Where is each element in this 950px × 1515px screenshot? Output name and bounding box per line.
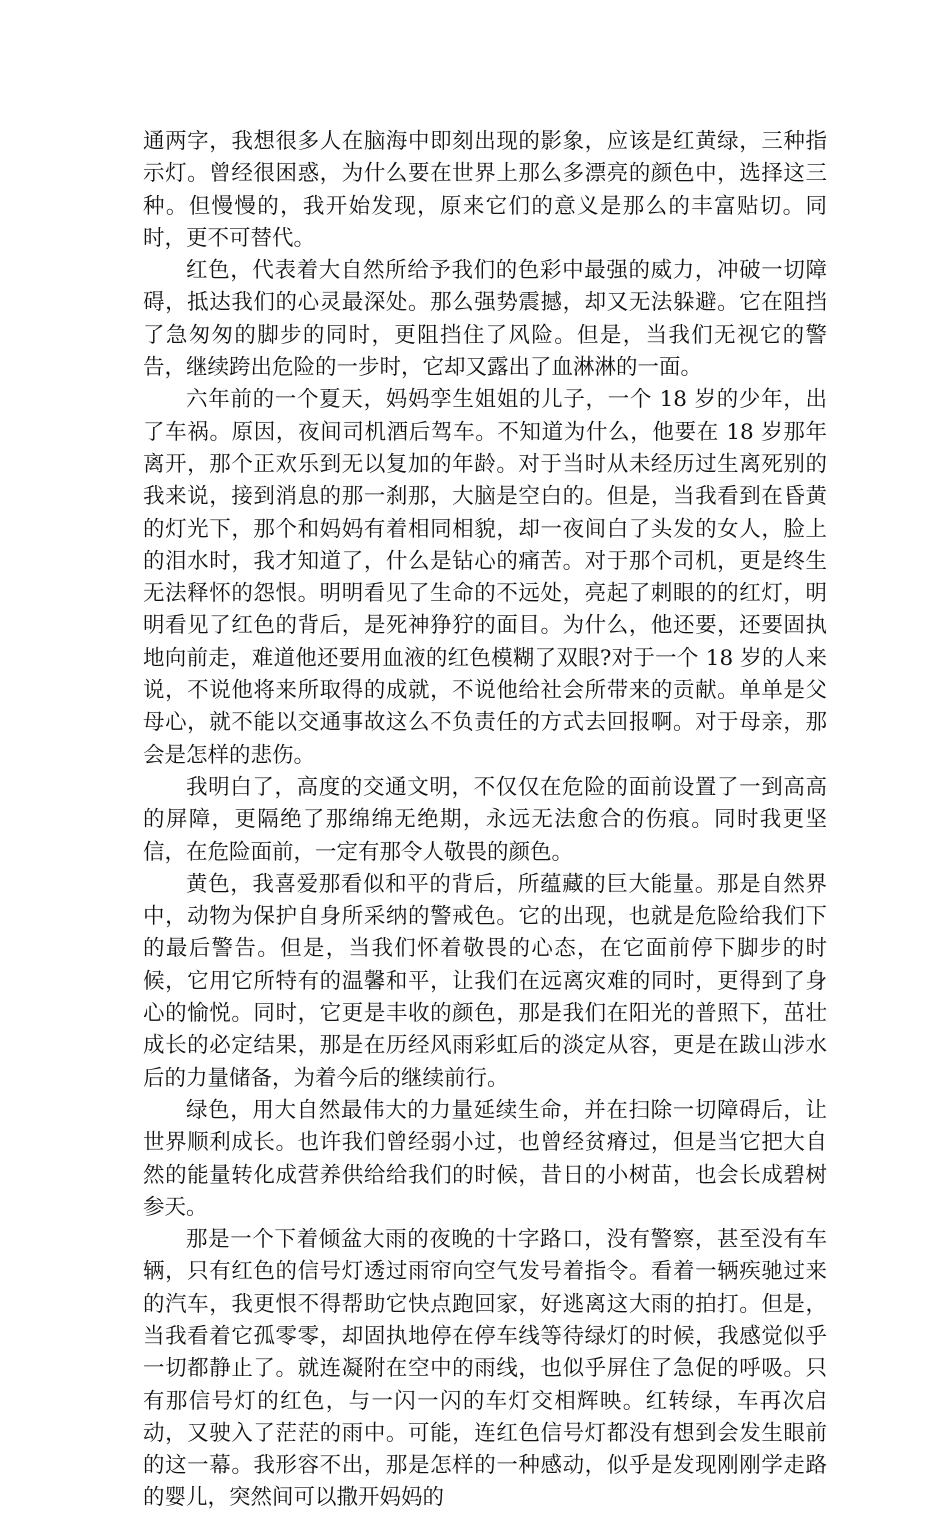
paragraph-yellow: 黄色，我喜爱那看似和平的背后，所蕴藏的巨大能量。那是自然界中，动物为保护自身所采纳的警戒色。它的出现，也就是危险给我们下的最后警告。但是，当我们怀着敬畏的心态，在它面前停下脚步的时候，它用它所特有的温馨和平，让我们在远离灾难的同时，更得到了身心的愉悦。同时，它更是丰收的颜色，那是我们在阳光的普照下，茁壮成长的必定结果，那是在历经风雨彩虹后的淡定从容，更是在跋山涉水后的力量储备，为着今后的继续前行。 — [143, 871, 827, 1091]
paragraph-traffic-lights-intro: 通两字，我想很多人在脑海中即刻出现的影象，应该是红黄绿，三种指示灯。曾经很困惑，为什么要在世界上那么多漂亮的颜色中，选择这三种。但慢慢的，我开始发现，原来它们的意义是那么的丰富贴切。同时，更不可替代。 — [143, 129, 827, 251]
paragraph-realization: 我明白了，高度的交通文明，不仅仅在危险的面前设置了一到高高的屏障，更隔绝了那绵绵无绝期，永远无法愈合的伤痕。同时我更坚信，在危险面前，一定有那令人敬畏的颜色。 — [143, 774, 827, 865]
paragraph-green: 绿色，用大自然最伟大的力量延续生命，并在扫除一切障碍后，让世界顺利成长。也许我们曾经弱小过，也曾经贫瘠过，但是当它把大自然的能量转化成营养供给给我们的时候，昔日的小树苗，也会长成碧树参天。 — [143, 1097, 827, 1220]
document-body — [143, 126, 827, 1515]
paragraph-red: 红色，代表着大自然所给予我们的色彩中最强的威力，冲破一切障碍，抵达我们的心灵最深处。那么强势震撼，却又无法躲避。它在阻挡了急匆匆的脚步的同时，更阻挡住了风险。但是，当我们无视它的警告，继续跨出危险的一步时，它却又露出了血淋淋的一面。 — [143, 258, 827, 381]
paragraph-rainy-night: 那是一个下着倾盆大雨的夜晚的十字路口，没有警察，甚至没有车辆，只有红色的信号灯透过雨帘向空气发号着指令。看着一辆疾驰过来的汽车，我更恨不得帮助它快点跑回家，好逃离这大雨的拍打。但是，当我看着它孤零零，却固执地停在停车线等待绿灯的时候，我感觉似乎一切都静止了。就连凝附在空中的雨线，也似乎屏住了急促的呼吸。只有那信号灯的红色，与一闪一闪的车灯交相辉映。红转绿，车再次启动，又驶入了茫茫的雨中。可能，连红色信号灯都没有想到会发生眼前的这一幕。我形容不出，那是怎样的一种感动，似乎是发现刚刚学走路的婴儿，突然间可以撒开妈妈的 — [143, 1227, 827, 1511]
paragraph-accident-story: 六年前的一个夏天，妈妈孪生姐姐的儿子，一个 18 岁的少年，出了车祸。原因，夜间司机酒后驾车。不知道为什么，他要在 18 岁那年离开，那个正欢乐到无以复加的年龄。对于当时从未经历过生离死别的我来说，接到消息的那一刹那，大脑是空白的。但是，当我看到在昏黄的灯光下，那个和妈妈有着相同相貌，却一夜间白了头发的女人，脸上的泪水时，我才知道了，什么是钻心的痛苦。对于那个司机，更是终生无法释怀的怨恨。明明看见了生命的不远处，亮起了刺眼的的红灯，明明看见了红色的背后，是死神狰狞的面目。为什么，他还要，还要固执地向前走，难道他还要用血液的红色模糊了双眼?对于一个 18 岁的人来说，不说他将来所取得的成就，不说他给社会所带来的贡献。单单是父母心，就不能以交通事故这么不负责任的方式去回报啊。对于母亲，那会是怎样的悲伤。 — [143, 387, 827, 768]
